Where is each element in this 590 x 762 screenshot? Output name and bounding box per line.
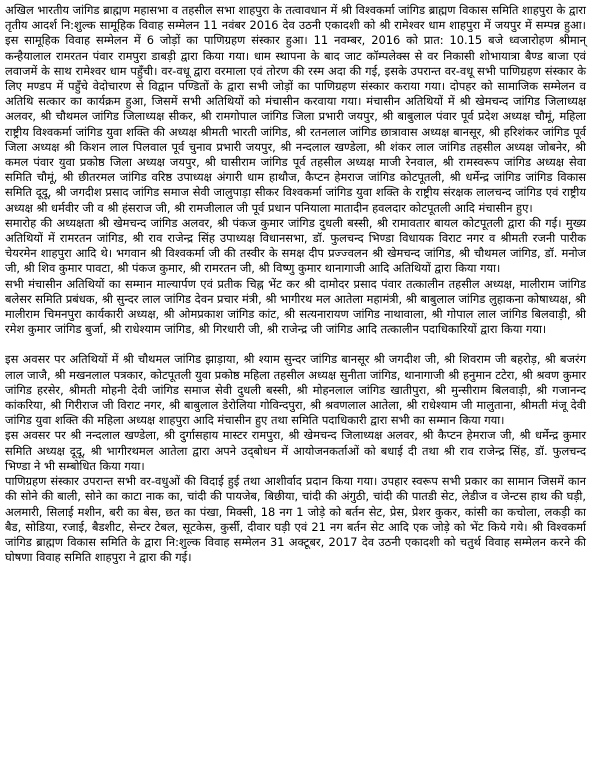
paragraph-presidency-chief-guests: समारोह की अध्यक्षता श्री खेमचन्द जांगिड अलवर, श्री पंकज कुमार जांगिड दुधली बस्सी, श्री रामावतार बायल कोटपूतली द्वारा की गई। मुख्य अतिथियों में रामरतन जांगिड, श्री राव राजेन्द्र सिंह उपाध्यक्ष विधानसभा, डॉ. फुलचन्द भिण्डा विधायक विराट नगर व श्रीमती रजनी पारीक चेयरमेन शाहपुरा आदि थे। भगवान श्री विश्वकर्मा जी की तस्वीर के समक्ष दीप प्रज्ज्वलन श्री खेमचन्द जांगिड, श्री चौथमल जांगिड, डॉ. मनोज जी, श्री शिव कुमार पावटा, श्री पंकज कुमार, श्री रामरतन जी, श्री विष्णु कुमार थानागाजी आदि अतिथियों द्वारा किया गया।: [5, 215, 586, 276]
paragraph-felicitation: सभी मंचासीन अतिथियों का सम्मान माल्यार्पण एवं प्रतीक चिह्न भेंट कर श्री दामोदर प्रसाद पंवार तत्कालीन तहसील अध्यक्ष, मालीराम जांगिड बलेसर समिति प्रबंधक, श्री सुन्दर लाल जांगिड देवन प्रचार मंत्री, श्री भागीरथ मल आतेला महामंत्री, श्री बाबुलाल जांगिड लुहाकना कोषाध्यक्ष, श्री मालीराम चिमनपुरा कार्यकारी अध्यक्ष, श्री ओमप्रकाश जांगिड कांट, श्री सत्यनारायण जांगिड नाथावाला, श्री गोपाल लाल जांगिड बिलवाड़ी, श्री रमेश कुमार जांगिड बुर्जा, श्री राधेश्याम जांगिड, श्री गिरधारी जी, श्री राजेन्द्र जी जांगिड आदि तत्कालीन पदाधिकारियों द्वारा किया गया।: [5, 276, 586, 337]
paragraph-speeches: इस अवसर पर श्री नन्दलाल खण्डेला, श्री दुर्गासहाय मास्टर रामपुरा, श्री खेमचन्द जिलाध्यक्ष अलवर, श्री कैप्टन हेमराज जी, श्री धर्मेन्द्र कुमार समिति अध्यक्ष दूदू, श्री भागीरथमल आतेला द्वारा अपने उद्‌बोधन में आयोजनकर्ताओं को बधाई दी तथा श्री राव राजेन्द्र सिंह, डॉ. फुलचन्द भिण्डा ने भी सम्बोधित किया गया।: [5, 428, 586, 473]
paragraph-spacer: [5, 337, 586, 352]
paragraph-guests-present: इस अवसर पर अतिथियों में श्री चौथमल जांगिड झाड़ाया, श्री श्याम सुन्दर जांगिड बानसूर श्री जगदीश जी, श्री शिवराम जी बहरोड़, श्री बजरंग लाल जाजै, श्री मखनलाल पत्रकार, कोटपूतली युवा प्रकोष्ठ महिला तहसील अध्यक्ष सुनीता जांगिड, थानागाजी श्री हनुमान टटेरा, श्री श्रवण कुमार जांगिड हरसेर, श्रीमती मोहनी देवी जांगिड समाज सेवी दुधली बस्सी, श्री मोहनलाल जांगिड खातीपुरा, श्री मुन्सीराम बिलवाड़ी, श्री गजानन्द कांकरिया, श्री गिरीराज जी विराट नगर, श्री बाबुलाल डेरोलिया गोविन्दपुरा, श्री श्रवणलाल आतेला, श्री राधेश्याम जी मालुताना, श्रीमती मंजू देवी जांगिड युवा शक्ति की महिला अध्यक्ष शाहपुरा आदि मंचासीन हुए तथा समिति पदाधिकारी द्वारा सभी का सम्मान किया गया।: [5, 352, 586, 428]
paragraph-gifts-announcement: पाणिग्रहण संस्कार उपरान्त सभी वर-वधुओं की विदाई हुई तथा आशीर्वाद प्रदान किया गया। उपहार स्वरूप सभी प्रकार का सामान जिसमें कान की सोने की बाली, सोने का काटा नाक का, चांदी की पायजेब, बिछीया, चांदी की अंगुठी, चांदी की पातडी सेट, लेडीज व जेन्टस हाथ की घड़ी, अलमारी, सिलाई मशीन, बरी का बेस, छत का पंखा, मिक्सी, 18 नग 1 जोड़े को बर्तन सेट, प्रेस, प्रेशर कुकर, कांसी का कचोला, लकड़ी का बैड, सोडिया, रजाई, बैडशीट, सेन्टर टेबल, सूटकेस, कुर्सी, दीवार घड़ी एवं 21 नग बर्तन सेट आदि एक जोड़े को भेंट किये गये। श्री विश्वकर्मा जांगिड ब्राह्मण विकास समिति के द्वारा नि:शुल्क विवाह सम्मेलन 31 अक्टूबर, 2017 देव उठनी एकादशी को चतुर्थ विवाह सम्मेलन करने की घोषणा विवाह समिति शाहपुरा ने द्वारा की गई।: [5, 474, 586, 565]
paragraph-event-overview: अखिल भारतीय जांगिड ब्राह्मण महासभा व तहसील सभा शाहपुरा के तत्वावधान में श्री विश्वकर्मा जांगिड ब्राह्मण विकास समिति शाहपुरा के द्वारा तृतीय आदर्श नि:शुल्क सामूहिक विवाह सम्मेलन 11 नवंबर 2016 देव उठनी एकादशी को श्री रामेश्वर धाम शाहपुरा में जयपुर में सम्पन्न हुआ। इस सामूहिक विवाह सम्मेलन में 6 जोड़ों का पाणिग्रहण संस्कार हुआ। 11 नवम्बर, 2016 को प्रात: 10.15 बजे ध्वजारोहण श्रीमान् कन्हैयालाल रामरतन पंवार रामपुरा डाबड़ी द्वारा किया गया। धाम स्थापना के बाद जाट कॉम्पलेक्स से वर निकासी शोभायात्रा बैण्ड बाजा एवं लवाजमें के साथ रामेश्वर धाम पहुँची। वर-वधू द्वारा वरमाला एवं तोरण की रस्म अदा की गई, इसके उपरान्त वर-वधू सभी पाणिग्रहण संस्कार के लिए मण्डप में पहुँचे वेदोचारण से विद्वान पण्डितों के द्वारा सभी जोड़ों का पाणिग्रहण संस्कार कराया गया। दोपहर को सामाजिक सम्मेलन व अतिथि सत्कार का कार्यक्रम हुआ, जिसमें सभी अतिथियों को मंचासीन करवाया गया। मंचासीन अतिथियों में श्री खेमचन्द जांगिड जिलाध्यक्ष अलवर, श्री चौथमल जांगिड जिलाध्यक्ष सीकर, श्री रामगोपाल जांगिड जिला प्रभारी जयपुर, श्री बाबुलाल पंवार पूर्व प्रदेश अध्यक्ष चौमूं, महिला राष्ट्रीय विश्वकर्मा जांगिड युवा शक्ति की अध्यक्ष श्रीमती भारती जांगिड, श्री रतनलाल जांगिड छात्रावास अध्यक्ष बानसूर, श्री हरिशंकर जांगिड पूर्व जिला अध्यक्ष श्री किशन लाल पिलवाल पूर्व चुनाव प्रभारी जयपुर, श्री नन्दलाल खण्डेला, श्री शंकर लाल जांगिड तहसील अध्यक्ष जोबनेर, श्री कमल पंवार युवा प्रकोष्ठ जिला अध्यक्ष जयपुर, श्री घासीराम जांगिड पूर्व तहसील अध्यक्ष माजी रेनवाल, श्री रामस्वरूप जांगिड अध्यक्ष सेवा समिति चौमूं, श्री छीतरमल जांगिड वरिष्ठ उपाध्यक्ष अंगारी धाम हाथौज, कैप्टन हेमराज जांगिड कोटपूतली, श्री धर्मेन्द्र जांगिड जांगिड विकास समिति दूदू, श्री जगदीश प्रसाद जांगिड समाज सेवी जालुपाड़ा सीकर विश्वकर्मा जांगिड युवा शक्ति के राष्ट्रीय संरक्षक लालचन्द जांगिड एवं राष्ट्रीय अध्यक्ष श्री धर्मवीर जी व श्री हंसराज जी, श्री रामजीलाल जी पूर्व प्रधान पनियाला मातादीन हवलदार कोटपूतली आदि मंचासीन हुए।: [5, 3, 586, 215]
